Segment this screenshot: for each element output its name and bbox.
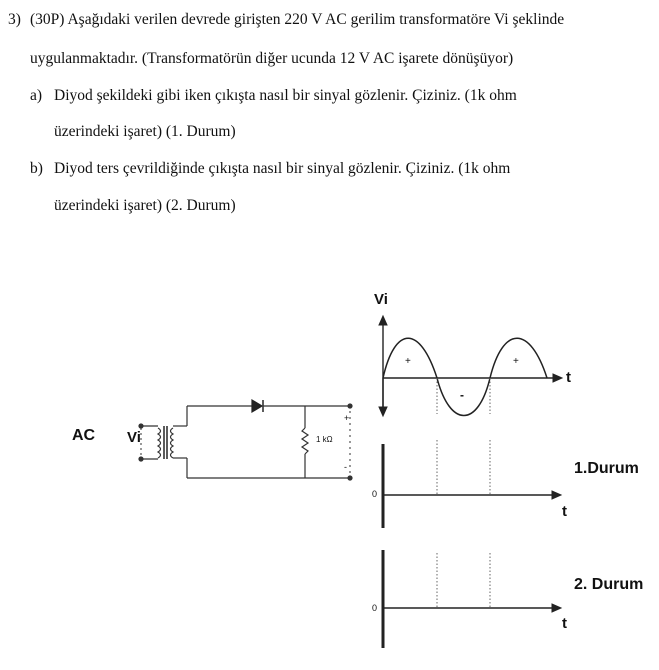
ac-label: AC <box>72 427 96 444</box>
part-b-line-1: Diyod ters çevrildiğinde çıkışta nasıl bir sinyal gözlenir. Çiziniz. (1k ohm <box>54 160 511 177</box>
transformer <box>158 426 187 459</box>
case-2-label: 2. Durum <box>574 576 644 593</box>
part-b-line-2: üzerindeki işaret) (2. Durum) <box>54 197 236 214</box>
t-label-2: t <box>562 615 567 632</box>
part-a-marker: a) <box>30 87 43 104</box>
part-b-marker: b) <box>30 160 43 177</box>
case-2-graph <box>383 550 561 648</box>
neg-sign: - <box>460 388 464 402</box>
zero-label-2: 0 <box>372 603 378 613</box>
output-minus: - <box>344 462 347 472</box>
case-1-label: 1.Durum <box>574 460 639 477</box>
question-line-1: (30P) Aşağıdaki verilen devrede girişten 220 V AC gerilim transformatöre Vi şeklinde <box>30 11 565 28</box>
t-label-1: t <box>562 503 567 520</box>
part-a-line-2: üzerindeki işaret) (1. Durum) <box>54 123 236 140</box>
case-1-graph <box>383 440 561 528</box>
vi-axis-label: Vi <box>374 291 388 308</box>
question-line-2: uygulanmaktadır. (Transformatörün diğer ucunda 12 V AC işarete dönüşüyor) <box>30 50 514 67</box>
vi-t-label: t <box>566 369 571 386</box>
part-a-line-1: Diyod şekildeki gibi iken çıkışta nasıl bir sinyal gözlenir. Çiziniz. (1k ohm <box>54 87 517 104</box>
question-number: 3) <box>8 11 21 28</box>
vi-input-label: Vi <box>127 429 141 446</box>
zero-label-1: 0 <box>372 489 378 499</box>
resistor <box>302 406 308 478</box>
resistor-label: 1 kΩ <box>316 435 333 444</box>
pos-sign-1: + <box>405 356 411 367</box>
circuit-diagram <box>139 400 352 480</box>
diode <box>252 400 263 412</box>
output-plus: + <box>344 413 350 423</box>
sine-wave <box>383 338 547 415</box>
pos-sign-2: + <box>513 356 519 367</box>
vi-graph <box>379 316 562 416</box>
